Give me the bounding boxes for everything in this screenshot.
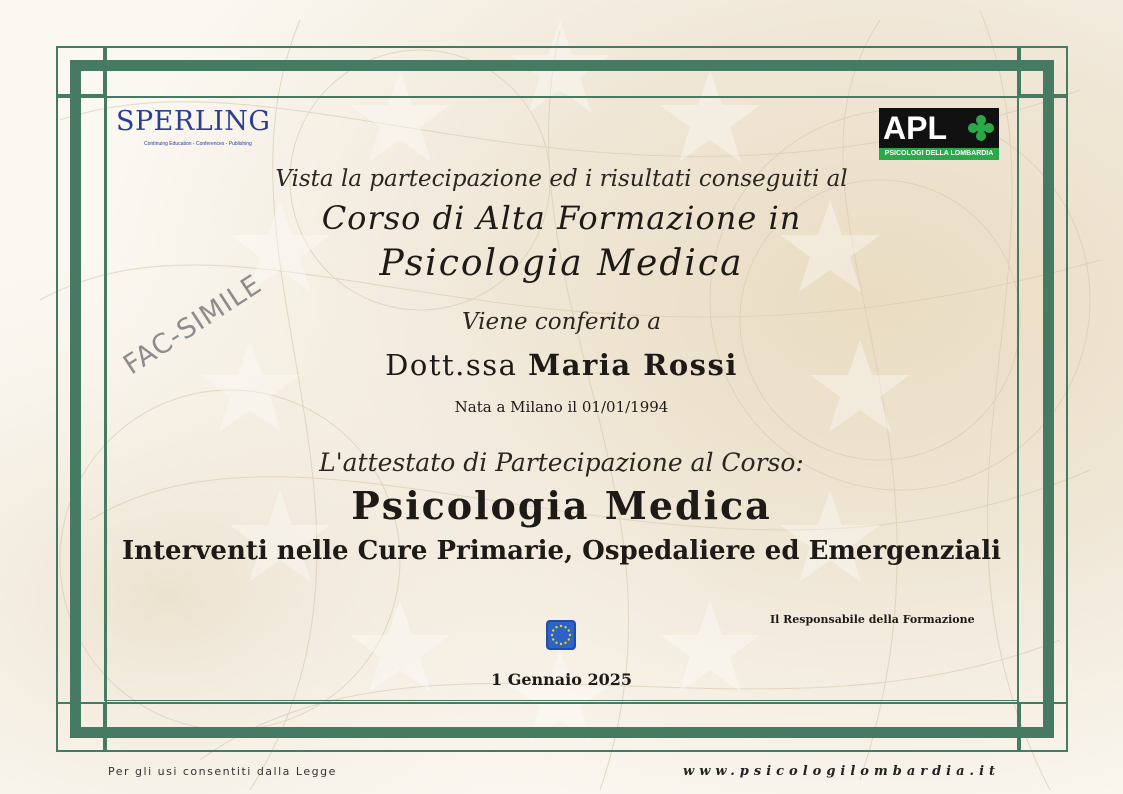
recipient-name: Maria Rossi (528, 348, 738, 382)
recipient (0, 348, 1123, 382)
course-title: Psicologia Medica (351, 483, 772, 528)
course-line-1: Corso di Alta Formazione in (321, 199, 802, 237)
sperling-logo (116, 106, 286, 152)
footer-legal: Per gli usi consentiti dalla Legge (108, 765, 337, 778)
birth-info: Nata a Milano il 01/01/1994 (454, 398, 669, 416)
signature-label: Il Responsabile della Formazione (770, 613, 975, 626)
intro-text: Vista la partecipazione ed i risultati conseguiti al (275, 166, 848, 192)
sperling-logo-tagline: Continuing Education - Conferences - Publishing (144, 141, 252, 147)
sperling-logo-name: SPERLING (116, 106, 271, 137)
footer-website: www.psicologilombardia.it (683, 764, 1001, 779)
course-line-2: Psicologia Medica (379, 243, 744, 284)
conferred-text: Viene conferito a (461, 309, 662, 335)
apl-logo-name: APL (883, 110, 947, 146)
course-subtitle: Interventi nelle Cure Primarie, Ospedaliere ed Emergenziali (121, 536, 1002, 566)
recipient-title: Dott.ssa (385, 348, 518, 382)
apl-cross-icon (967, 114, 995, 142)
fac-simile-watermark: FAC-SIMILE (118, 268, 268, 381)
apl-logo-subtitle: PSICOLOGI DELLA LOMBARDIA (879, 148, 999, 160)
certificate-date: 1 Gennaio 2025 (490, 670, 633, 689)
apl-logo (879, 108, 999, 160)
eu-flag-icon (546, 620, 576, 650)
attestation-text: L'attestato di Partecipazione al Corso: (319, 448, 804, 477)
